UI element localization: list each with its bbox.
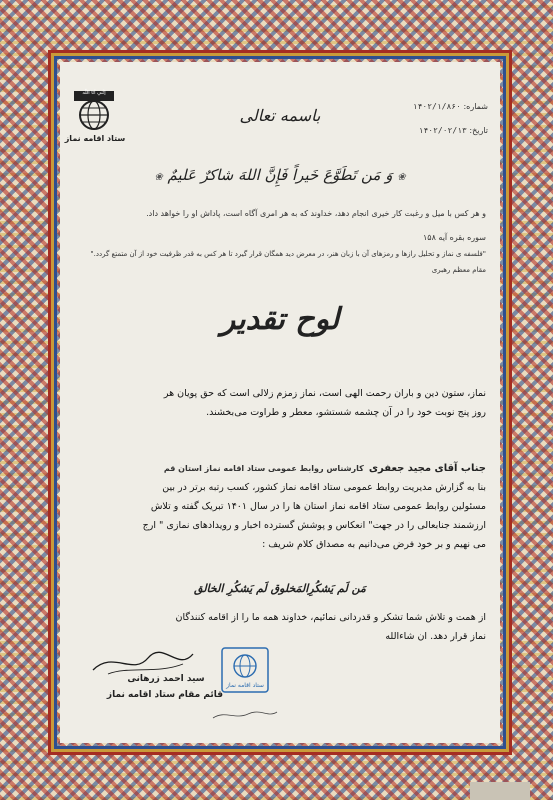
signature-scribble (88, 648, 198, 678)
leader-quote: "فلسفه ی نماز و تحلیل رازها و رمزهای آن با زبان هنر، در معرض دید همگان قرار گیرد تا هر کس به قدر ظرفیت خود از آن متمتع گردد." (90, 250, 486, 258)
bismillah-heading: باسمه تعالی (239, 106, 321, 125)
number-label: شماره: (463, 102, 488, 111)
certificate-paper (60, 62, 500, 743)
intro-paragraph (76, 384, 486, 422)
letter-date (368, 126, 488, 135)
recipient-position: کارشناس روابط عمومی ستاد اقامه نماز استان قم (163, 464, 364, 473)
logo-title: ستاد اقامه نماز (64, 134, 126, 143)
body-line: ارزشمند جنابعالی را در جهت" انعکاس و پوشش گسترده اخبار و رویدادهای نمازی " ارج (142, 520, 486, 531)
date-value: ۱۴۰۲/۰۲/۱۳ (418, 126, 467, 135)
number-value: ۱۴۰۲/۱/۸۶۰ (412, 102, 461, 111)
bottom-corner-label (470, 782, 530, 800)
ornament-icon: ❀ (154, 172, 163, 183)
date-label: تاریخ: (469, 126, 488, 135)
hadith-text: مَن لَم یَشکُرِالمَخلوق لَم یَشکُرِ الخالق (194, 582, 366, 595)
certificate-title: لوح تقدیر (220, 302, 340, 337)
ornament-icon: ❀ (397, 172, 406, 183)
verse-source: سوره بقره آیه ۱۵۸ (422, 233, 486, 242)
stamp-text: ستاد اقامه نماز (226, 682, 264, 689)
closing-paragraph (76, 608, 486, 646)
letter-number (368, 102, 488, 111)
verse-text: وَ مَن تَطَوَّعَ خَیراً فَإِنَّ اللهَ شاکرٌ عَلیمٌ (167, 166, 393, 184)
closing-line: نماز قرار دهد. ان شاءالله (385, 631, 486, 642)
recipient-name: جناب آقای مجید جعفری (368, 463, 486, 474)
intro-line: نماز، ستون دین و باران رحمت الهی است، نماز زمزم زلالی است که حق پویان هر (163, 388, 486, 399)
signatory-name: سید احمد زرهانی (127, 674, 205, 684)
intro-line: روز پنج نوبت خود را در آن چشمه شستشو، معطر و طراوت می‌بخشند. (206, 407, 486, 418)
body-paragraph (76, 478, 486, 554)
logo-banner-text: اِنَّني اَنَا اللّه (82, 90, 106, 96)
quote-author: مقام معظم رهبری (431, 266, 486, 274)
body-line: بنا به گزارش مدیریت روابط عمومی ستاد اقامه نماز کشور، کسب رتبه برتر در بین (162, 482, 486, 493)
signatory-title: قائم مقام ستاد اقامه نماز (106, 690, 224, 700)
closing-line: از همت و تلاش شما تشکر و قدردانی نمائیم، خداوند همه ما را از اقامه کنندگان (175, 612, 486, 623)
handwritten-note (210, 708, 280, 722)
recipient (76, 456, 486, 475)
quran-verse (100, 166, 460, 184)
verse-translation: و هر کس با میل و رغبت کار خیری انجام دهد، خداوند که به هر امری آگاه است، پاداش او را خواهد داد. (146, 209, 486, 218)
body-line: می نهیم و بر خود فرض می‌دانیم به مصداق کلام شریف : (262, 539, 486, 550)
body-line: مسئولین روابط عمومی ستاد اقامه نماز استان ها را در سال ۱۴۰۱ تبریک گفته و تلاش (150, 501, 486, 512)
